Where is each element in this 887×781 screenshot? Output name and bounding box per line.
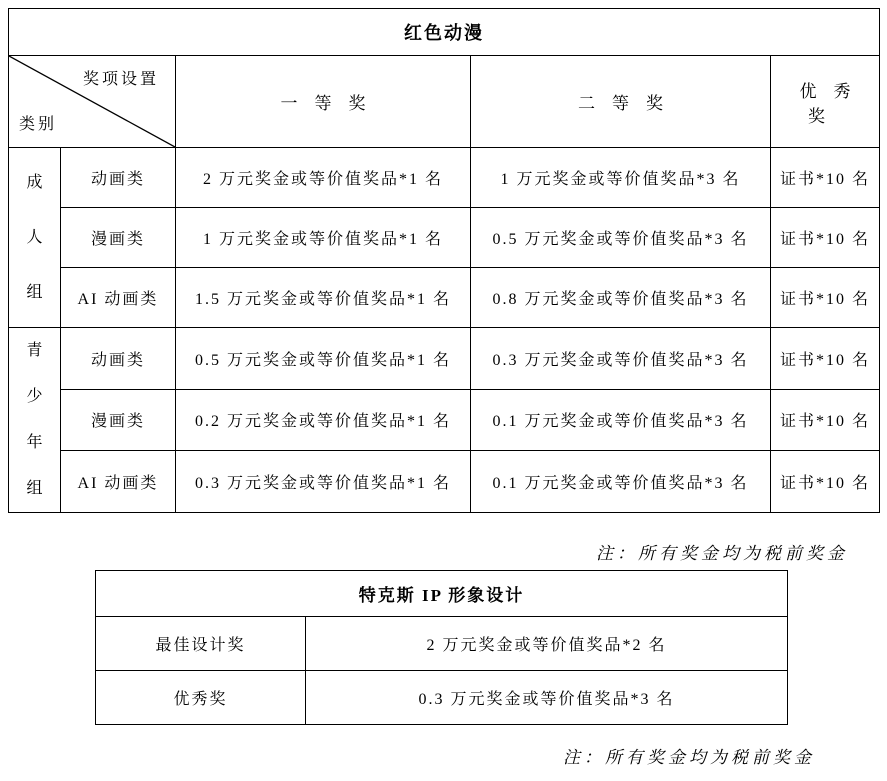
group-cell-adult — [9, 148, 61, 328]
first-prize-cell: 2 万元奖金或等价值奖品*1 名 — [176, 148, 471, 208]
excellence-cell: 证书*10 名 — [771, 389, 880, 451]
column-header-excellence: 优秀奖 — [771, 56, 880, 148]
table-row — [96, 617, 788, 671]
diagonal-line — [9, 56, 175, 147]
first-prize-cell: 1 万元奖金或等价值奖品*1 名 — [176, 208, 471, 268]
category-cell: 漫画类 — [61, 389, 176, 451]
category-cell: 动画类 — [61, 328, 176, 390]
table1-title: 红色动漫 — [9, 9, 880, 56]
category-cell: 漫画类 — [61, 208, 176, 268]
group-cell-youth — [9, 328, 61, 513]
first-prize-cell: 0.5 万元奖金或等价值奖品*1 名 — [176, 328, 471, 390]
table-row — [9, 148, 880, 208]
table-row — [9, 208, 880, 268]
table-row — [9, 389, 880, 451]
red-animation-awards-table — [8, 8, 880, 513]
award-label-cell: 最佳设计奖 — [96, 617, 306, 671]
table-row — [96, 671, 788, 725]
second-prize-cell: 0.1 万元奖金或等价值奖品*3 名 — [471, 451, 771, 513]
table-title-row — [96, 571, 788, 617]
pretax-note-table2: 注：所有奖金均为税前奖金 — [563, 748, 815, 767]
excellence-cell: 证书*10 名 — [771, 268, 880, 328]
category-cell: 动画类 — [61, 148, 176, 208]
pretax-note-table1: 注：所有奖金均为税前奖金 — [596, 544, 848, 563]
excellence-cell: 证书*10 名 — [771, 328, 880, 390]
tekesi-ip-design-table — [95, 570, 788, 725]
excellence-cell: 证书*10 名 — [771, 451, 880, 513]
first-prize-cell: 0.2 万元奖金或等价值奖品*1 名 — [176, 389, 471, 451]
first-prize-cell: 1.5 万元奖金或等价值奖品*1 名 — [176, 268, 471, 328]
table-row — [9, 328, 880, 390]
column-header-first-prize: 一等奖 — [176, 56, 471, 148]
group-label-vertical: 成人组 — [26, 174, 43, 301]
column-header-second-prize: 二等奖 — [471, 56, 771, 148]
category-cell: AI 动画类 — [61, 268, 176, 328]
second-prize-cell: 0.8 万元奖金或等价值奖品*3 名 — [471, 268, 771, 328]
corner-label-category: 类别 — [19, 116, 58, 133]
award-label-cell: 优秀奖 — [96, 671, 306, 725]
award-value-cell: 0.3 万元奖金或等价值奖品*3 名 — [306, 671, 788, 725]
category-cell: AI 动画类 — [61, 451, 176, 513]
diagonal-corner-cell — [9, 56, 176, 148]
award-value-cell: 2 万元奖金或等价值奖品*2 名 — [306, 617, 788, 671]
table2-title: 特克斯 IP 形象设计 — [96, 571, 788, 617]
excellence-cell: 证书*10 名 — [771, 148, 880, 208]
table-row — [9, 268, 880, 328]
second-prize-cell: 1 万元奖金或等价值奖品*3 名 — [471, 148, 771, 208]
table1-header-row — [9, 56, 880, 148]
first-prize-cell: 0.3 万元奖金或等价值奖品*1 名 — [176, 451, 471, 513]
second-prize-cell: 0.3 万元奖金或等价值奖品*3 名 — [471, 328, 771, 390]
second-prize-cell: 0.5 万元奖金或等价值奖品*3 名 — [471, 208, 771, 268]
group-label-vertical: 青少年组 — [26, 342, 43, 497]
table-title-row — [9, 9, 880, 56]
table-row — [9, 451, 880, 513]
corner-label-award-settings: 奖项设置 — [82, 71, 159, 88]
second-prize-cell: 0.1 万元奖金或等价值奖品*3 名 — [471, 389, 771, 451]
excellence-cell: 证书*10 名 — [771, 208, 880, 268]
